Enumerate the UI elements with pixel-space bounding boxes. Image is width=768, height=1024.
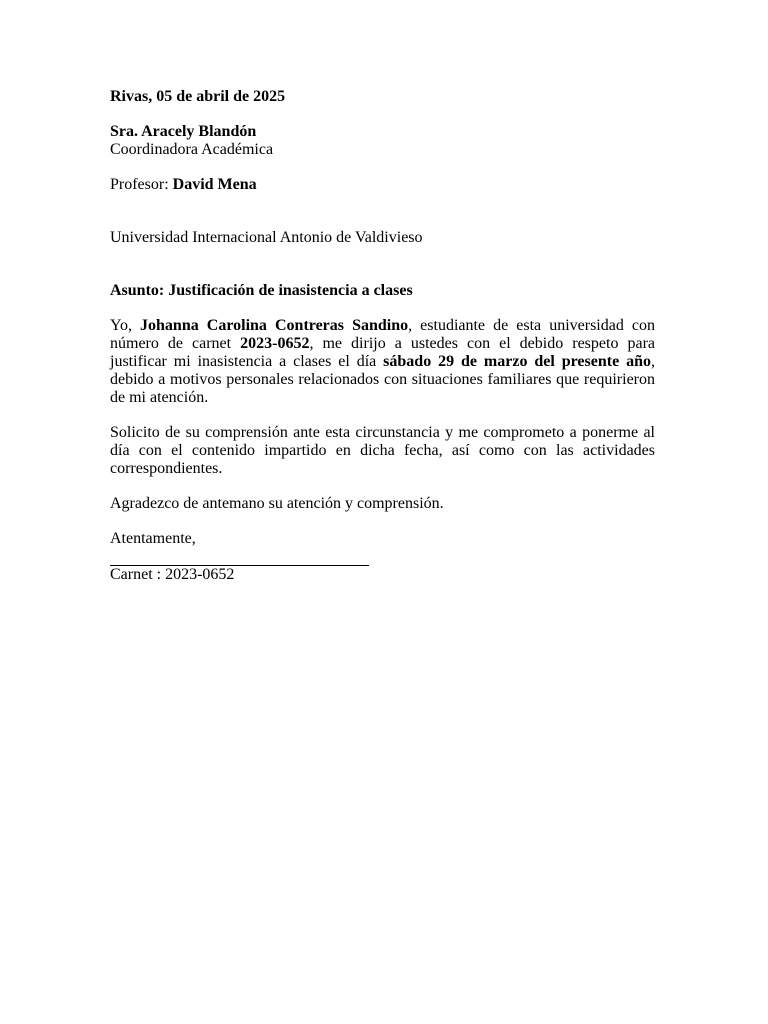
body-paragraph-2: Solicito de su comprensión ante esta circunstancia y me comprometo a ponerme al día con el contenido impartido en dicha fecha, así como con las actividades correspondientes. (110, 424, 655, 477)
place-date: Rivas, 05 de abril de 2025 (110, 88, 286, 105)
professor-line (110, 176, 655, 194)
letter-page (110, 88, 655, 584)
spacer (110, 106, 655, 123)
spacer (110, 194, 655, 229)
spacer (110, 247, 655, 282)
student-carnet: 2023-0652 (240, 335, 310, 352)
body1-part3: , me dirijo a ustedes con el debido respeto para justificar mi inasistencia a clases el día (110, 335, 655, 370)
signature-line (110, 548, 369, 566)
recipient-name: Sra. Aracely Blandón (110, 123, 257, 140)
professor-label: Profesor: (110, 176, 173, 193)
spacer (110, 407, 655, 424)
professor-name: David Mena (172, 176, 257, 193)
closing: Atentamente, (110, 530, 196, 547)
subject-line: Asunto: Justificación de inasistencia a clases (110, 282, 413, 299)
spacer (110, 300, 655, 317)
body1-part4: , debido a motivos personales relacionados con situaciones familiares que requirieron de mi atención. (110, 353, 655, 406)
body1-part2: , estudiante de esta universidad con número de carnet (110, 317, 655, 352)
institution-name: Universidad Internacional Antonio de Valdivieso (110, 229, 423, 246)
body-paragraph-1 (110, 317, 655, 407)
body-paragraph-3: Agradezco de antemano su atención y comprensión. (110, 495, 444, 512)
absence-date: sábado 29 de marzo del presente año (383, 353, 651, 370)
spacer (110, 513, 655, 530)
spacer (110, 159, 655, 176)
body1-part1: Yo, (110, 317, 141, 334)
signature-carnet: Carnet : 2023-0652 (110, 566, 235, 583)
recipient-title: Coordinadora Académica (110, 141, 274, 158)
spacer (110, 478, 655, 495)
student-name: Johanna Carolina Contreras Sandino (140, 317, 409, 334)
